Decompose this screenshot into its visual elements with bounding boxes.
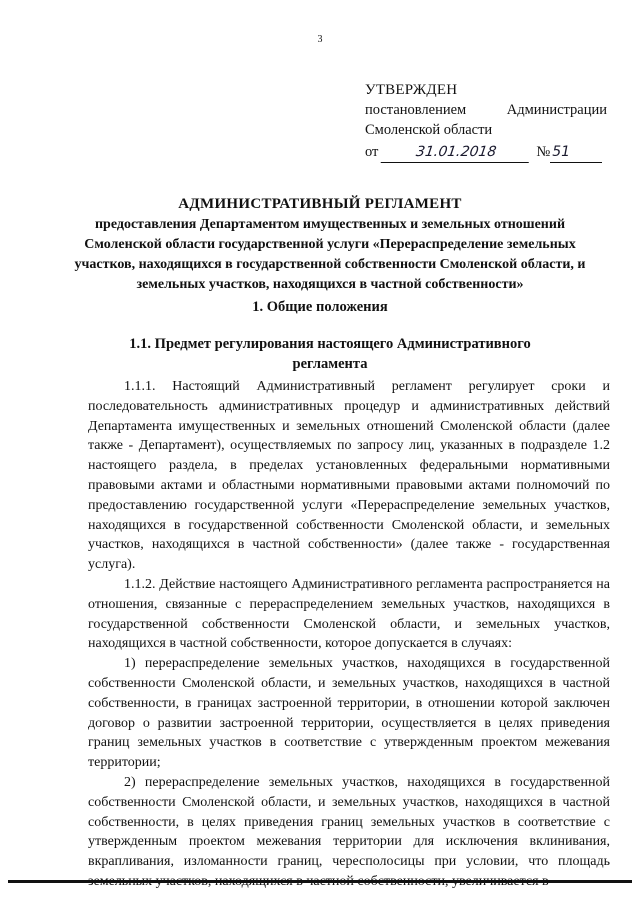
approval-number-handwritten: 51 (550, 144, 602, 163)
paragraph-1-1-1: 1.1.1. Настоящий Административный регламент регулирует сроки и последовательность административных процедур и административных действий Департамента имущественных и земельных отношений Смоленской области (далее также - Департамент), осуществляемых по запросу лиц, указанных в подразделе 1.2 настоящего раздела, в пределах установленных федеральными нормативными правовыми актами и областными нормативными правовыми актами полномочий по предоставлению государственной услуги «Перераспределение земельных участков, находящихся в государственной собственности Смоленской области, и земельных участков, находящихся в частной собственности» (далее также - государственная услуга). (88, 379, 610, 573)
approval-title: УТВЕРЖДЕН (365, 82, 458, 98)
approval-issuer-right: Администрации (506, 102, 607, 118)
approval-region: Смоленской области (365, 122, 493, 138)
section-title: 1. Общие положения (252, 299, 388, 315)
approval-date-number-line (365, 142, 607, 163)
regulation-subtitle: предоставления Департаментом имущественных и земельных отношений Смоленской области государственной услуги «Перераспределение земельных участков, находящихся в государственной собственности Смоленской области, и земельных участков, находящихся в частной собственности» (74, 217, 586, 292)
paragraph-case-2: 2) перераспределение земельных участков, находящихся в государственной собственности Смоленской области, и земельных участков, находящихся в частной собственности, в целях приведения границ земельных участков в соответствие с утвержденным проектом межевания территории для исключения вклинивания, вкрапливания, изломанности границ, чересполосицы при условии, что площадь (88, 774, 610, 870)
paragraph-1-1-2: 1.1.2. Действие настоящего Административного регламента распространяется на отношения, связанные с перераспределением земельных участков, находящихся в государственной собственности Смоленской области, и земельных участков, находящихся в частной собственности, которое допускается в случаях: (88, 576, 610, 652)
approval-date-prefix: от (365, 144, 379, 160)
approval-issuer-left: постановлением (365, 102, 467, 118)
approval-block (365, 80, 607, 163)
paragraph-case-1: 1) перераспределение земельных участков, находящихся в государственной собственности Смоленской области, и земельных участков, находящихся в частной собственности, в границах застроенной территории, в отношении которой заключен договор о развитии застроенной территории, осуществляется в целях приведения границ земельных участков в соответствие с утвержденным проектом межевания территории; (88, 656, 610, 771)
regulation-title: АДМИНИСТРАТИВНЫЙ РЕГЛАМЕНТ (178, 196, 462, 212)
subsection-title: 1.1. Предмет регулирования настоящего Административного регламента (129, 336, 531, 372)
approval-number-label: № (536, 144, 551, 160)
document-body (88, 377, 610, 892)
approval-date-handwritten: 31.01.2018 (381, 144, 532, 163)
page-number: 3 (317, 34, 323, 45)
page-bottom-rule (8, 880, 632, 883)
approval-issuer-line (365, 100, 607, 120)
